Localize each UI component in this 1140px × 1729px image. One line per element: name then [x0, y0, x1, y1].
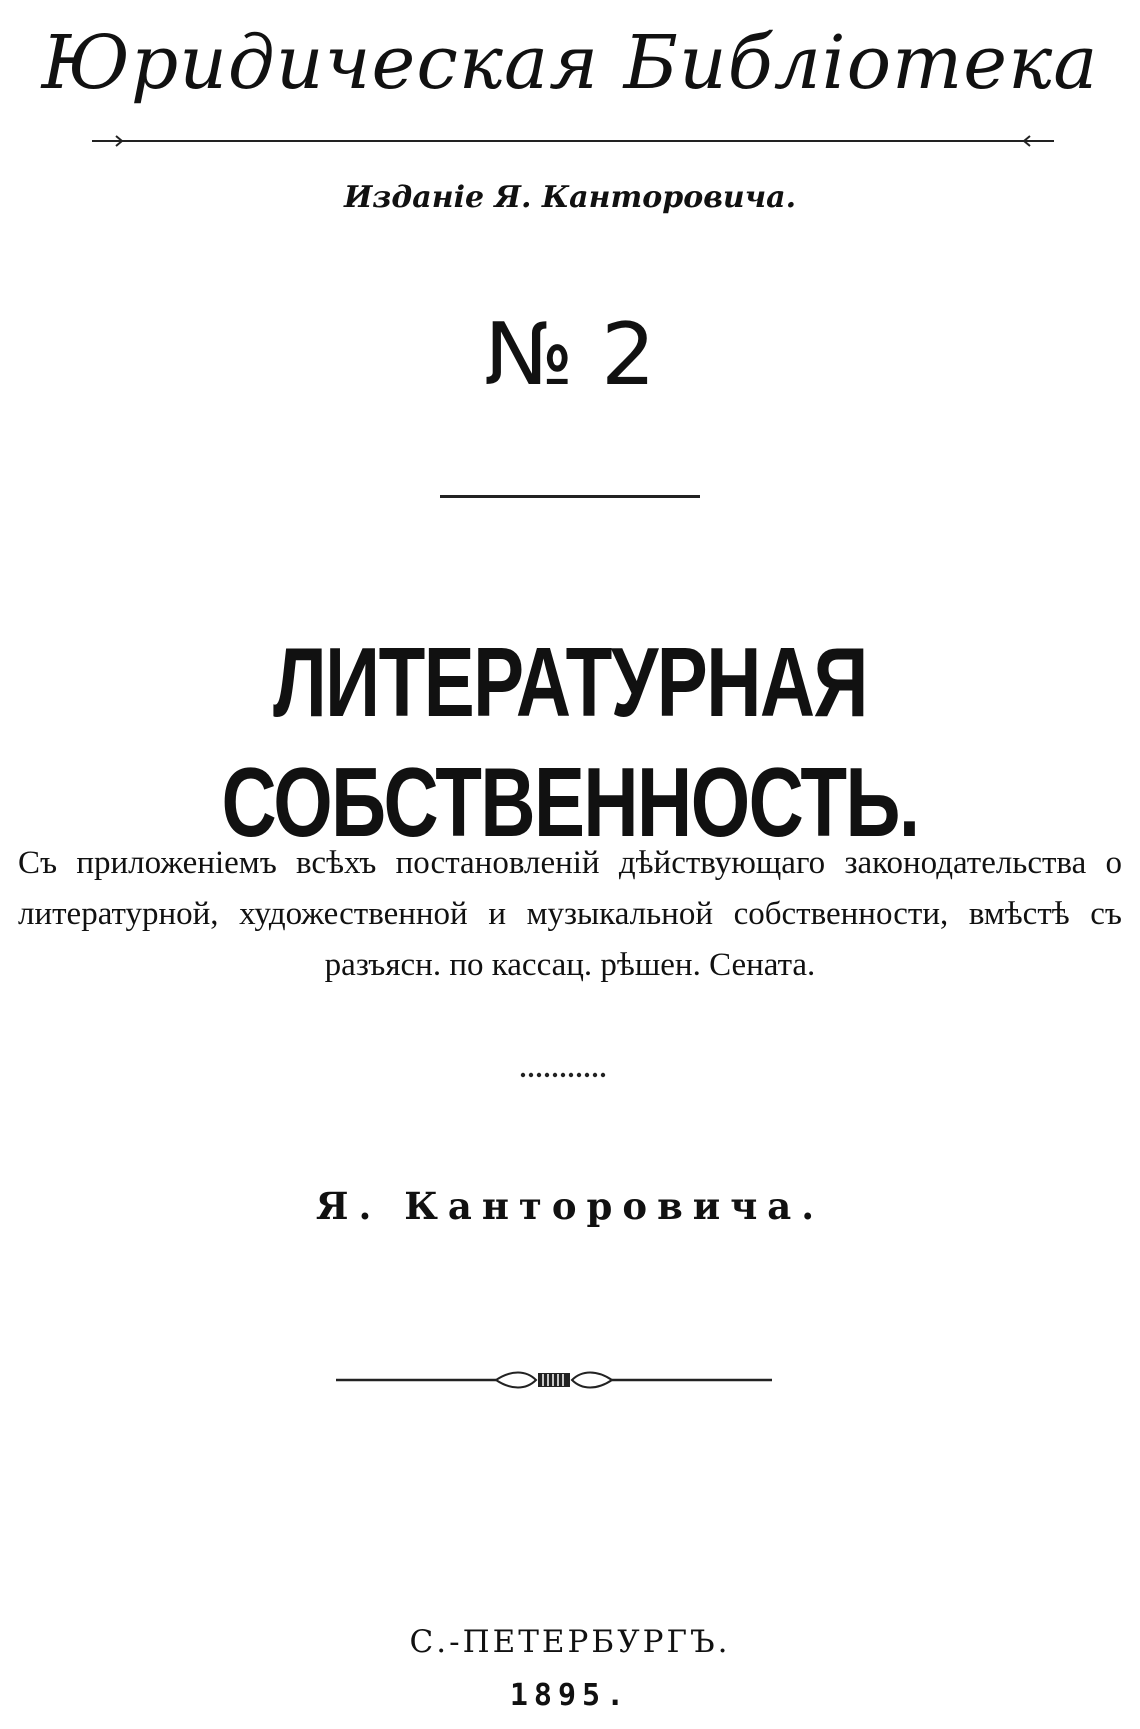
- main-title: ЛИТЕРАТУРНАЯ СОБСТВЕННОСТЬ.: [221, 627, 919, 857]
- ornate-rule-top: [92, 134, 1054, 148]
- dotted-ornament: [520, 1070, 606, 1080]
- subtitle: Съ приложеніемъ всѣхъ постановленій дѣйствующаго законодательства о литературной, художественной и музыкальной собственности, вмѣстѣ съ разъясн. по кассац. рѣшен. Сената.: [18, 845, 1122, 983]
- short-rule: [440, 495, 700, 498]
- city: С.-ПЕТЕРБУРГЪ.: [409, 1624, 731, 1660]
- publisher-line: Изданіе Я. Канторовича.: [343, 180, 797, 215]
- series-title: Юридическая Библіотека: [41, 20, 1099, 106]
- issue-number: № 2: [484, 305, 656, 405]
- flourish-ornament: [336, 1368, 772, 1392]
- author: Я. Канторовича.: [315, 1184, 825, 1228]
- year: 1895.: [509, 1678, 631, 1713]
